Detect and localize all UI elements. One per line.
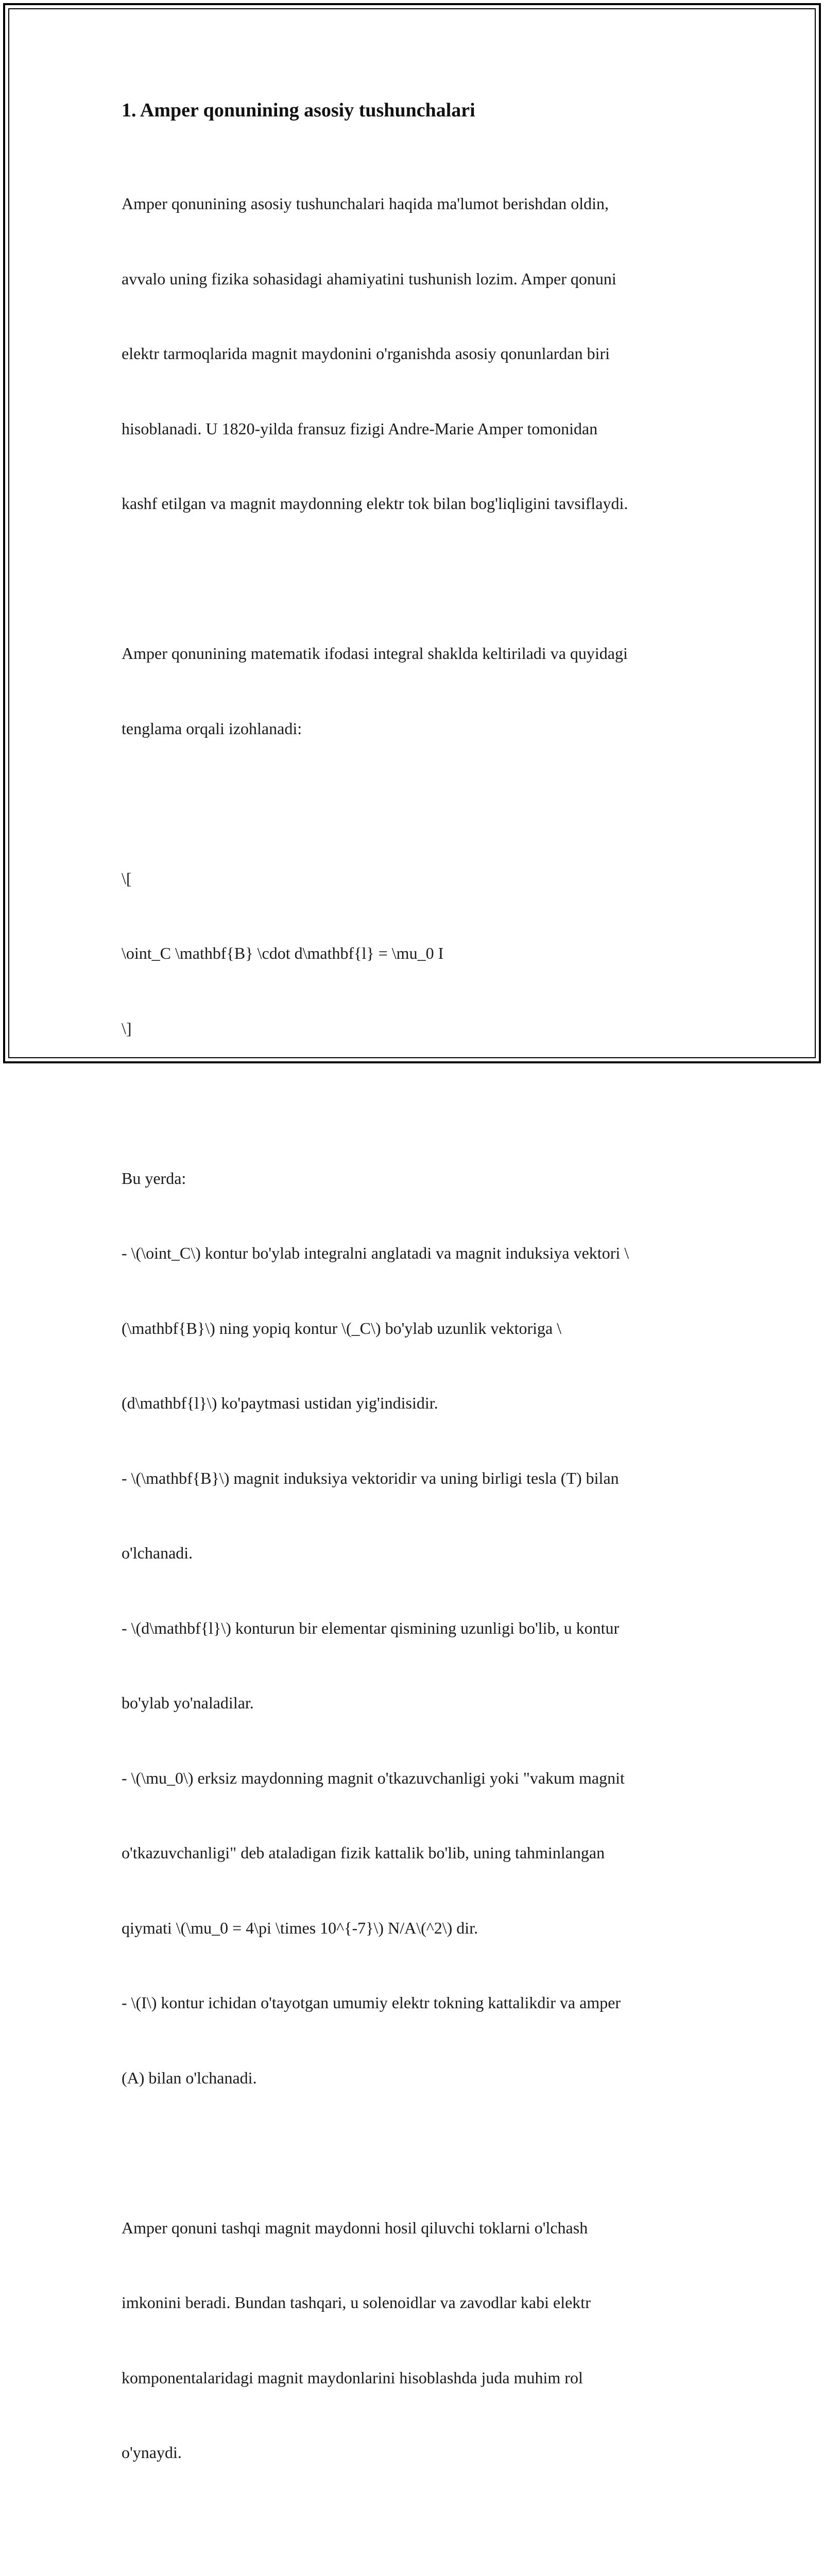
text-line: avvalo uning fizika sohasidagi ahamiyatini tushunish lozim. Amper qonuni — [122, 269, 616, 288]
text-line: Amper qonuni tashqi magnit maydonni hosil qiluvchi toklarni o'lchash — [122, 2218, 588, 2237]
text-line: kashf etilgan va magnit maydonning elektr tok bilan bog'liqligini tavsiflaydi. — [122, 494, 628, 513]
text-line: (d\mathbf{l}\) ko'paytmasi ustidan yig'indisidir. — [122, 1394, 438, 1412]
text-line: Amper qonunining asosiy tushunchalari haqida ma'lumot berishdan oldin, — [122, 194, 609, 213]
formula-block — [122, 816, 709, 1091]
text-line: (\mathbf{B}\) ning yopiq kontur \(_C\) bo'ylab uzunlik vektoriga \ — [122, 1318, 562, 1337]
text-line: komponentalaridagi magnit maydonlarini hisoblashda juda muhim rol — [122, 2368, 583, 2387]
paragraph-definitions — [122, 1116, 709, 2141]
list-item: - \(I\) kontur ichidan o'tayotgan umumiy elektr tokning kattalikdir va amper — [122, 1993, 621, 2012]
document-body — [122, 96, 709, 2576]
text-line: imkonini beradi. Bundan tashqari, u solenoidlar va zavodlar kabi elektr — [122, 2293, 591, 2312]
section-heading: 1. Amper qonunining asosiy tushunchalari — [122, 99, 475, 121]
paragraph-applications — [122, 2165, 709, 2515]
paragraph-antenna — [122, 2540, 709, 2576]
formula-line: \] — [122, 1019, 132, 1038]
text-line: Amper qonunining matematik ifodasi integral shaklda keltiriladi va quyidagi — [122, 644, 628, 663]
text-line: elektr tarmoqlarida magnit maydonini o'rganishda asosiy qonunlardan biri — [122, 344, 610, 363]
text-line: qiymati \(\mu_0 = 4\pi \times 10^{-7}\) N/A\(^2\) dir. — [122, 1918, 478, 1937]
text-line: tenglama orqali izohlanadi: — [122, 719, 302, 738]
text-line: o'lchanadi. — [122, 1544, 193, 1562]
list-item: - \(\oint_C\) kontur bo'ylab integralni anglatadi va magnit induksiya vektori \ — [122, 1244, 629, 1262]
text-line: o'tkazuvchanligi" deb ataladigan fizik kattalik bo'lib, uning tahminlangan — [122, 1843, 605, 1862]
text-line: hisoblanadi. U 1820-yilda fransuz fizigi Andre-Marie Amper tomonidan — [122, 419, 598, 438]
text-line: (A) bilan o'lchanadi. — [122, 2068, 257, 2087]
formula-line: \oint_C \mathbf{B} \cdot d\mathbf{l} = \mu_0 I — [122, 944, 444, 962]
list-item: - \(d\mathbf{l}\) konturun bir elementar qismining uzunligi bo'lib, u kontur — [122, 1618, 620, 1637]
text-line: bo'ylab yo'naladilar. — [122, 1693, 254, 1712]
list-item: - \(\mathbf{B}\) magnit induksiya vektoridir va uning birligi tesla (T) bilan — [122, 1468, 619, 1487]
text-line: o'ynaydi. — [122, 2443, 182, 2462]
text-line: Bu yerda: — [122, 1168, 186, 1188]
list-item: - \(\mu_0\) erksiz maydonning magnit o'tkazuvchanligi yoki "vakum magnit — [122, 1768, 625, 1787]
paragraph-math-intro — [122, 591, 709, 791]
formula-line: \[ — [122, 869, 132, 888]
paragraph-intro — [122, 141, 709, 566]
